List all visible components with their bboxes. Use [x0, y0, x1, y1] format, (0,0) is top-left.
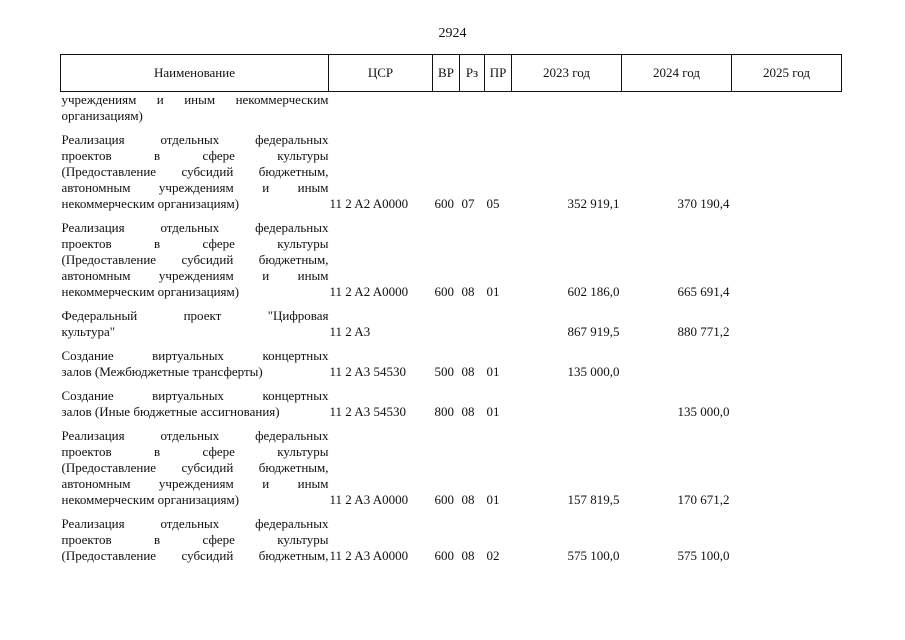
- cell-csr: 11 2 A3 54530: [329, 364, 406, 379]
- cell-csr: [329, 92, 433, 125]
- name-line: некоммерческим организациям): [61, 196, 240, 211]
- row-spacer-cell: [61, 340, 842, 348]
- cell-2024: 665 691,4: [677, 284, 730, 299]
- row-spacer-cell: [61, 124, 842, 132]
- cell-vr: [433, 308, 460, 340]
- name-line: проектов в сфере культуры: [61, 148, 329, 163]
- cell-2023: [512, 92, 622, 125]
- cell-vr: [433, 92, 460, 125]
- cell-csr: 11 2 A2 A0000: [329, 196, 409, 211]
- row-spacer: [61, 124, 842, 132]
- name-line: (Предоставление субсидий бюджетным,: [61, 460, 329, 475]
- name-line: Федеральный проект "Цифровая: [61, 308, 329, 323]
- cell-name: [61, 348, 329, 380]
- cell-2023: 575 100,0: [567, 548, 620, 563]
- name-line: автономным учреждениям и иным: [61, 268, 329, 283]
- cell-2025: [732, 388, 842, 420]
- header-2023: 2023 год: [512, 55, 622, 92]
- cell-csr: 11 2 A2 A0000: [329, 284, 409, 299]
- row-spacer-cell: [61, 420, 842, 428]
- cell-pr: [485, 92, 512, 125]
- cell-pr: 02: [486, 548, 500, 563]
- table-row: [61, 516, 842, 564]
- row-spacer-cell: [61, 300, 842, 308]
- name-line: культура": [61, 324, 116, 339]
- cell-2024: 135 000,0: [677, 404, 730, 419]
- cell-name: [61, 220, 329, 300]
- name-line: Реализация отдельных федеральных: [61, 220, 329, 235]
- row-spacer-cell: [61, 212, 842, 220]
- row-spacer-cell: [61, 380, 842, 388]
- row-spacer: [61, 508, 842, 516]
- cell-2024: [622, 348, 732, 380]
- cell-rz: 08: [461, 364, 475, 379]
- cell-vr: 600: [434, 548, 454, 563]
- cell-name: [61, 308, 329, 340]
- name-line: проектов в сфере культуры: [61, 532, 329, 547]
- cell-csr: 11 2 A3 A0000: [329, 548, 409, 563]
- cell-name: [61, 428, 329, 508]
- cell-2023: 352 919,1: [567, 196, 620, 211]
- cell-2025: [732, 132, 842, 212]
- header-pr: ПР: [485, 55, 512, 92]
- cell-pr: 01: [486, 404, 500, 419]
- cell-pr: 01: [486, 284, 500, 299]
- cell-2023: 157 819,5: [567, 492, 620, 507]
- cell-csr: 11 2 A3 A0000: [329, 492, 409, 507]
- cell-2023: 135 000,0: [567, 364, 620, 379]
- name-line: (Предоставление субсидий бюджетным,: [61, 548, 329, 563]
- cell-rz: 08: [461, 492, 475, 507]
- row-spacer: [61, 300, 842, 308]
- row-spacer-cell: [61, 508, 842, 516]
- page-number: 2924: [438, 26, 467, 41]
- header-2025: 2025 год: [732, 55, 842, 92]
- cell-name: [61, 388, 329, 420]
- table-row: [61, 92, 842, 125]
- name-line: автономным учреждениям и иным: [61, 180, 329, 195]
- name-line: Реализация отдельных федеральных: [61, 428, 329, 443]
- cell-pr: 01: [486, 492, 500, 507]
- name-line: проектов в сфере культуры: [61, 236, 329, 251]
- cell-rz: 08: [461, 548, 475, 563]
- cell-2024: [622, 92, 732, 125]
- cell-2025: [732, 516, 842, 564]
- row-spacer: [61, 212, 842, 220]
- name-line: Создание виртуальных концертных: [61, 388, 329, 403]
- table-row: [61, 308, 842, 340]
- name-line: залов (Иные бюджетные ассигнования): [61, 404, 280, 419]
- cell-name: [61, 92, 329, 125]
- row-spacer: [61, 420, 842, 428]
- table-row: [61, 132, 842, 212]
- name-line: (Предоставление субсидий бюджетным,: [61, 164, 329, 179]
- cell-2024: 575 100,0: [677, 548, 730, 563]
- name-line: Создание виртуальных концертных: [61, 348, 329, 363]
- cell-pr: 01: [486, 364, 500, 379]
- name-line: учреждениям и иным некоммерческим: [61, 92, 329, 107]
- cell-csr: 11 2 A3 54530: [329, 404, 406, 419]
- name-line: (Предоставление субсидий бюджетным,: [61, 252, 329, 267]
- row-spacer: [61, 380, 842, 388]
- cell-2025: [732, 220, 842, 300]
- name-line: организациям): [61, 108, 143, 123]
- header-vr: ВР: [433, 55, 460, 92]
- cell-vr: 500: [434, 364, 454, 379]
- table-header: [61, 55, 842, 92]
- cell-csr: 11 2 A3: [329, 324, 371, 339]
- cell-pr: [485, 308, 512, 340]
- cell-2024: 880 771,2: [677, 324, 730, 339]
- cell-name: [61, 516, 329, 564]
- name-line: залов (Межбюджетные трансферты): [61, 364, 263, 379]
- name-line: Реализация отдельных федеральных: [61, 516, 329, 531]
- header-name: Наименование: [61, 55, 329, 92]
- cell-2023: [512, 388, 622, 420]
- cell-2025: [732, 92, 842, 125]
- table-body: [61, 92, 842, 565]
- cell-vr: 600: [434, 284, 454, 299]
- header-2024: 2024 год: [622, 55, 732, 92]
- cell-pr: 05: [486, 196, 500, 211]
- table-row: [61, 220, 842, 300]
- cell-rz: 07: [461, 196, 475, 211]
- name-line: некоммерческим организациям): [61, 492, 240, 507]
- cell-vr: 600: [434, 196, 454, 211]
- cell-rz: [460, 308, 485, 340]
- cell-vr: 600: [434, 492, 454, 507]
- budget-table: [60, 54, 842, 564]
- name-line: некоммерческим организациям): [61, 284, 240, 299]
- cell-rz: 08: [461, 284, 475, 299]
- cell-name: [61, 132, 329, 212]
- cell-2023: 602 186,0: [567, 284, 620, 299]
- header-csr: ЦСР: [329, 55, 433, 92]
- cell-rz: 08: [461, 404, 475, 419]
- row-spacer: [61, 340, 842, 348]
- name-line: проектов в сфере культуры: [61, 444, 329, 459]
- cell-2024: 370 190,4: [677, 196, 730, 211]
- name-line: автономным учреждениям и иным: [61, 476, 329, 491]
- cell-2025: [732, 308, 842, 340]
- cell-rz: [460, 92, 485, 125]
- cell-vr: 800: [434, 404, 454, 419]
- header-rz: Рз: [460, 55, 485, 92]
- cell-2025: [732, 348, 842, 380]
- table-row: [61, 388, 842, 420]
- name-line: Реализация отдельных федеральных: [61, 132, 329, 147]
- cell-2023: 867 919,5: [567, 324, 620, 339]
- table-row: [61, 348, 842, 380]
- cell-2025: [732, 428, 842, 508]
- table-row: [61, 428, 842, 508]
- cell-2024: 170 671,2: [677, 492, 730, 507]
